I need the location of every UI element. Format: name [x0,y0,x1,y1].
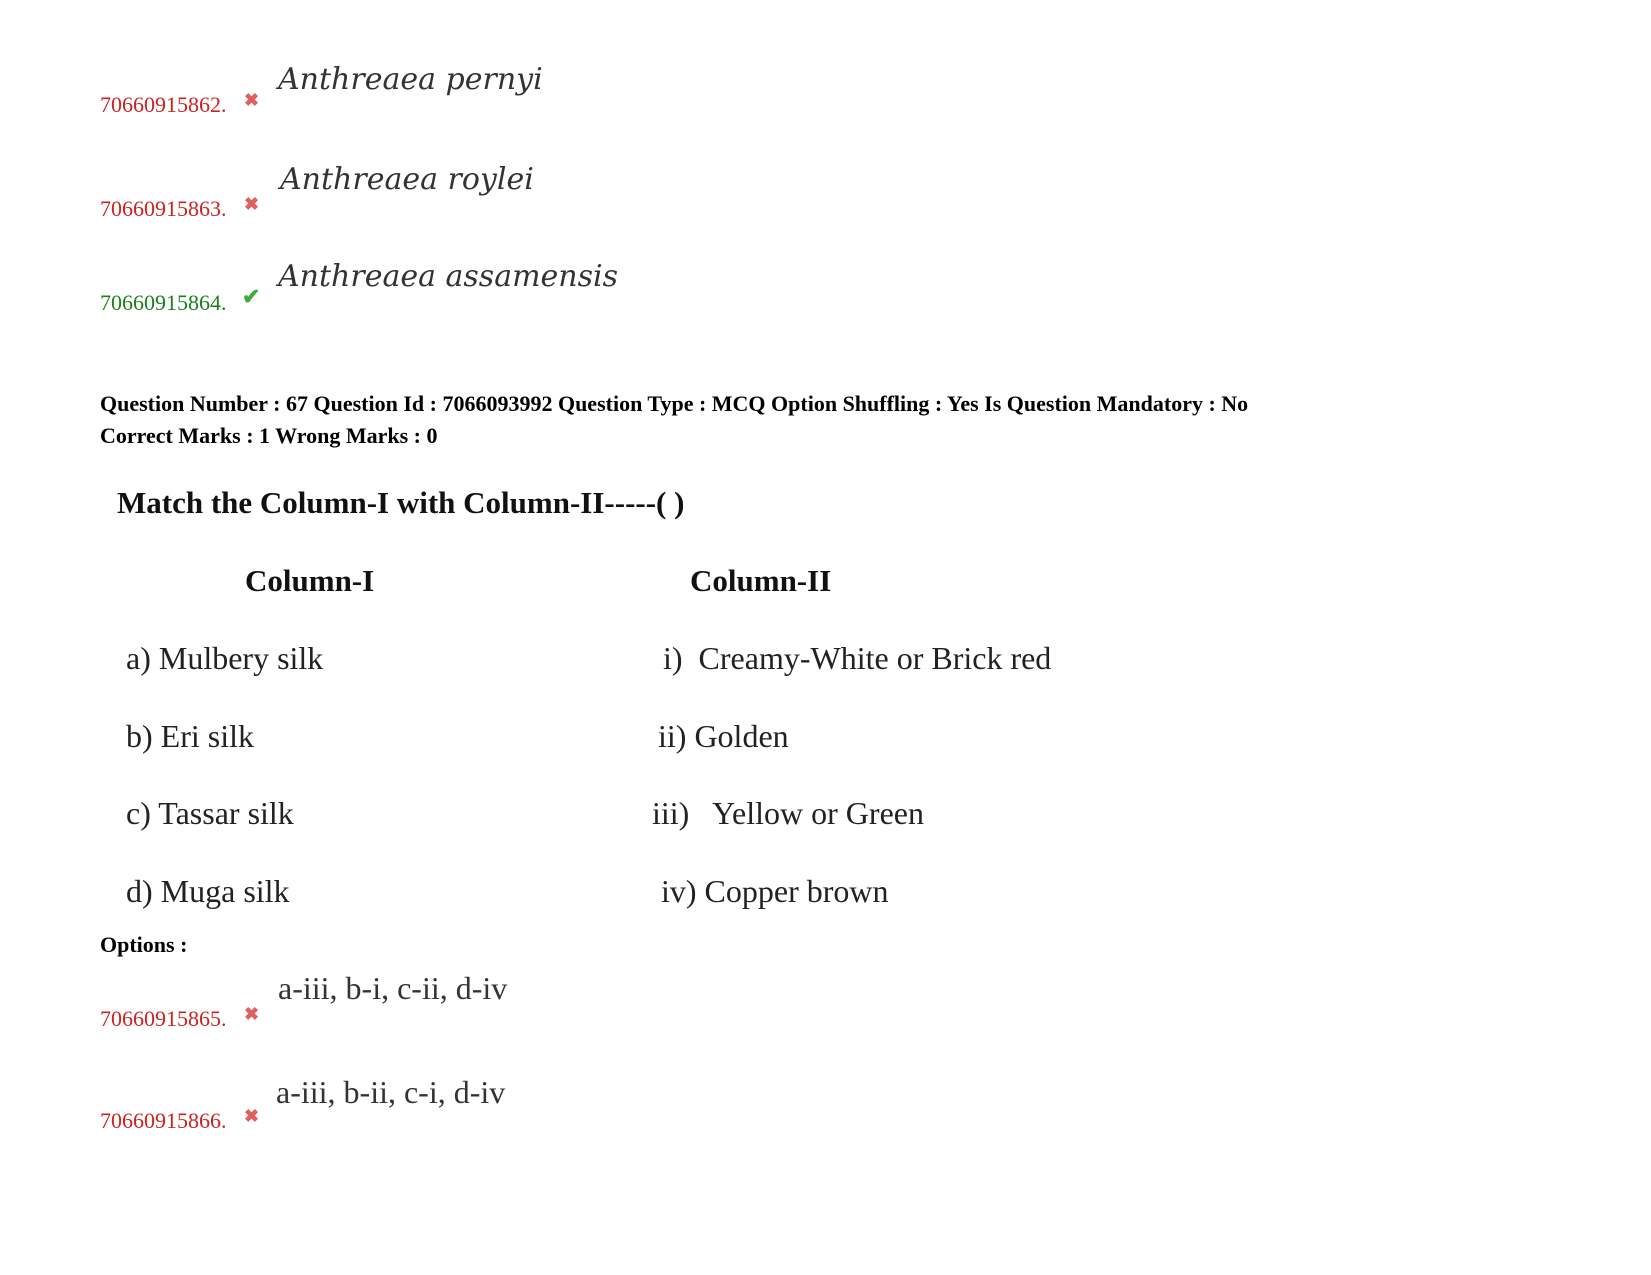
option-text: a-iii, b-i, c-ii, d-iv [278,970,508,1006]
column2-item: iv) Copper brown [661,873,889,909]
column2-item: i) Creamy-White or Brick red [663,640,1052,676]
options-label: Options : [100,932,188,957]
check-icon: ✔ [242,284,261,309]
option-text: Anthreaea roylei [280,162,534,197]
option-id: 70660915862. [100,92,227,117]
column1-item: c) Tassar silk [126,795,294,831]
column1-item: b) Eri silk [126,718,254,754]
option-text: a-iii, b-ii, c-i, d-iv [276,1074,506,1110]
option-text: Anthreaea pernyi [278,62,543,97]
cross-icon: ✖ [244,90,260,110]
column1-item: a) Mulbery silk [126,640,324,676]
question-meta-line2: Correct Marks : 1 Wrong Marks : 0 [100,423,438,448]
option-id: 70660915866. [100,1108,227,1133]
cross-icon: ✖ [244,194,260,214]
column2-item: ii) Golden [658,718,789,754]
option-text: Anthreaea assamensis [278,259,618,294]
option-id: 70660915863. [100,196,227,221]
option-id: 70660915865. [100,1006,227,1031]
column1-item: d) Muga silk [126,873,290,909]
cross-icon: ✖ [244,1004,260,1024]
column2-item: iii) Yellow or Green [652,795,924,831]
cross-icon: ✖ [244,1106,260,1126]
column1-header: Column-I [245,563,375,598]
column2-header: Column-II [690,563,832,598]
question-title: Match the Column-I with Column-II-----( ) [117,485,685,520]
option-id: 70660915864. [100,290,227,315]
question-meta-line1: Question Number : 67 Question Id : 7066093992 Question Type : MCQ Option Shuffling : Yes Is Question Mandatory : No [100,391,1249,416]
